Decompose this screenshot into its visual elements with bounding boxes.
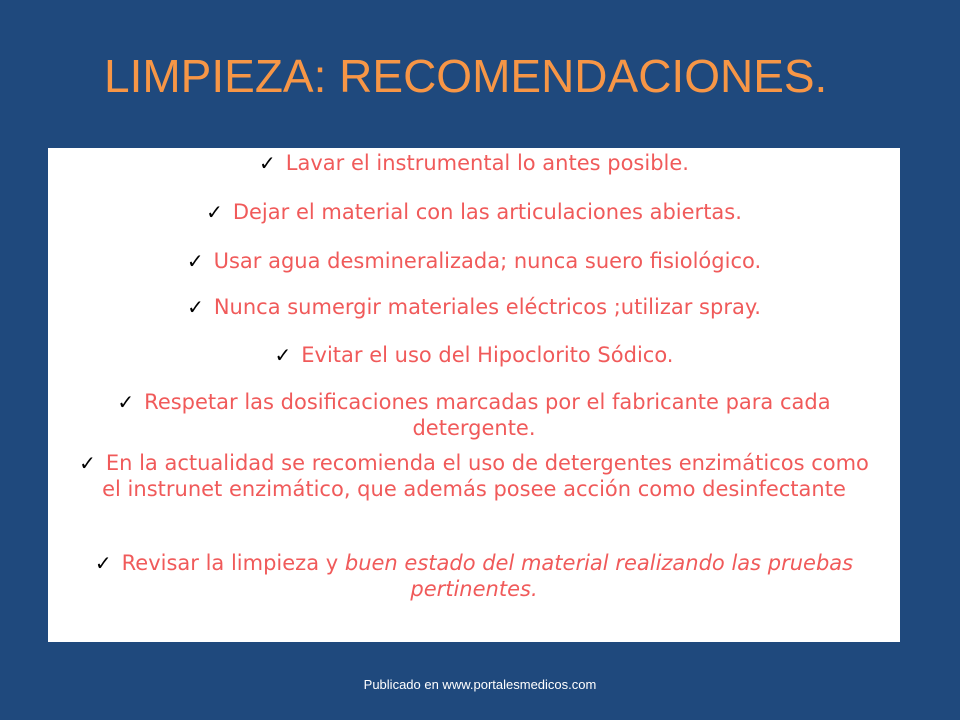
content-box xyxy=(48,148,900,642)
bullet-item xyxy=(68,342,880,368)
check-icon: ✓ xyxy=(117,390,135,414)
bullet-text: Usar agua desmineralizada; nunca suero fisiológico. xyxy=(213,249,762,273)
check-icon: ✓ xyxy=(79,451,96,475)
bullet-item xyxy=(68,389,880,441)
bullet-text: Evitar el uso del Hipoclorito Sódico. xyxy=(301,343,674,367)
bullet-text: Lavar el instrumental lo antes posible. xyxy=(285,151,689,175)
check-icon: ✓ xyxy=(186,249,204,273)
bullet-item xyxy=(68,450,880,502)
bullet-text: Respetar las dosificaciones marcadas por el fabricante para cada detergente. xyxy=(144,390,831,440)
bullet-item xyxy=(68,248,880,274)
bullet-text: Revisar la limpieza y xyxy=(121,551,345,575)
bullet-text-italic: buen estado del material realizando las pruebas pertinentes. xyxy=(344,551,854,601)
bullet-item xyxy=(68,199,880,225)
slide-title: LIMPIEZA: RECOMENDACIONES. xyxy=(104,50,828,102)
check-icon: ✓ xyxy=(259,151,276,175)
footer-credit: Publicado en www.portalesmedicos.com xyxy=(363,677,597,692)
bullet-text: En la actualidad se recomienda el uso de detergentes enzimáticos como el instrunet enzimático, que además posee acción como desinfectante xyxy=(102,451,869,501)
check-icon: ✓ xyxy=(94,551,112,575)
bullet-item xyxy=(68,150,880,176)
bullet-text: Nunca sumergir materiales eléctricos ;utilizar spray. xyxy=(213,295,761,319)
bullet-item xyxy=(68,294,880,320)
check-icon: ✓ xyxy=(274,343,292,367)
check-icon: ✓ xyxy=(206,200,223,224)
check-icon: ✓ xyxy=(187,295,204,319)
bullet-item xyxy=(68,550,880,602)
bullet-text: Dejar el material con las articulaciones abiertas. xyxy=(232,200,742,224)
